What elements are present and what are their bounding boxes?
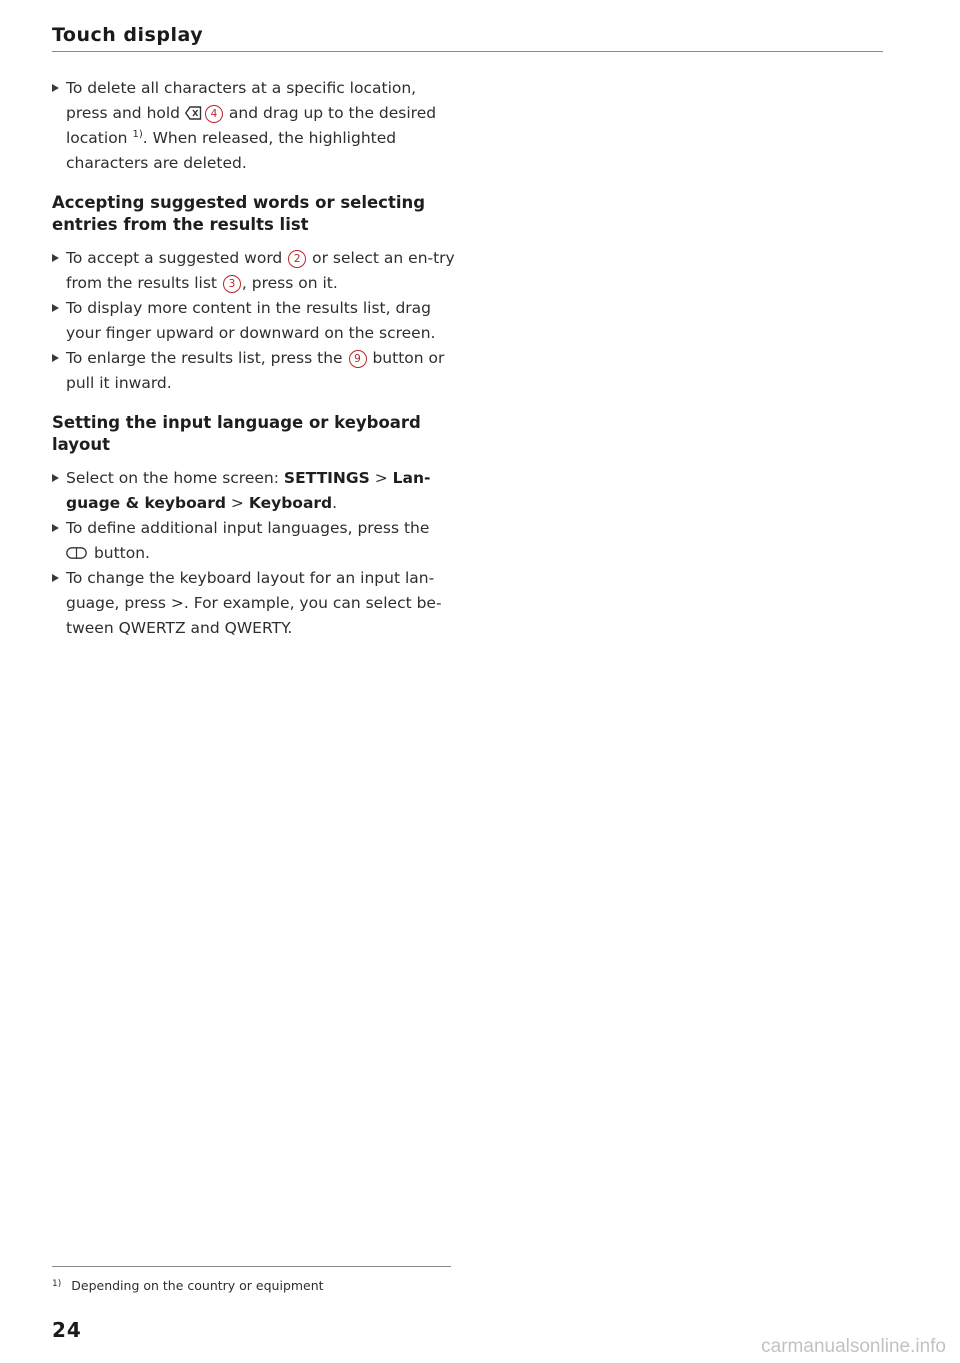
menu-separator: > (374, 469, 388, 487)
bullet-text: button or pull it inward. (66, 349, 445, 392)
list-item (52, 296, 456, 346)
callout-number: 4 (205, 105, 223, 123)
section-heading: Accepting suggested words or selecting entries from the results list (52, 193, 426, 234)
bullet-text: Select on the home screen: (66, 469, 279, 487)
section-heading: Setting the input language or keyboard layout (52, 413, 421, 454)
triangle-bullet-icon (52, 84, 59, 92)
footnote-text: Depending on the country or equipment (71, 1278, 324, 1293)
bullet-text: To accept a suggested word (66, 249, 283, 267)
menu-separator: > (230, 494, 244, 512)
menu-path-language-keyboard: Lan-guage & keyboard (66, 469, 431, 512)
bullet-text: To delete all characters at a specific location, press and hold (66, 79, 417, 122)
bullet-text: and drag up to the desired location (66, 104, 437, 147)
footnote (52, 1278, 324, 1293)
header-rule (52, 51, 883, 52)
triangle-bullet-icon (52, 524, 59, 532)
page-number: 24 (52, 1318, 82, 1342)
list-item (52, 76, 456, 176)
list-item (52, 246, 456, 296)
bullet-text: To enlarge the results list, press the (66, 349, 343, 367)
triangle-bullet-icon (52, 574, 59, 582)
bullet-text: , press on it. (241, 274, 338, 292)
bullet-text: To display more content in the results list, drag your finger upward or downward on the screen. (66, 299, 436, 342)
callout-number: 3 (223, 275, 241, 293)
menu-path-settings: SETTINGS (283, 469, 370, 487)
bullet-text: . (332, 494, 338, 512)
globe-icon (66, 547, 87, 559)
watermark: carmanualsonline.info (761, 1336, 946, 1357)
callout-number: 2 (288, 250, 306, 268)
list-item (52, 346, 456, 396)
triangle-bullet-icon (52, 474, 59, 482)
bullet-text: or select an en-try from the results list (66, 249, 455, 292)
bullet-text: To change the keyboard layout for an input lan-guage, press >. For example, you can select be-tween QWERTZ and QWERTY. (66, 569, 442, 637)
menu-path-keyboard: Keyboard (248, 494, 333, 512)
list-item (52, 516, 456, 566)
list-item (52, 466, 456, 516)
main-column (52, 76, 456, 641)
bullet-text: To define additional input languages, press the (66, 519, 430, 537)
list-item (52, 566, 456, 641)
triangle-bullet-icon (52, 354, 59, 362)
bullet-text: . When released, the highlighted characters are deleted. (66, 129, 397, 172)
page-header-title: Touch display (52, 24, 204, 46)
footnote-ref: 1) (132, 128, 143, 140)
triangle-bullet-icon (52, 304, 59, 312)
callout-number: 9 (349, 350, 367, 368)
footnote-mark: 1) (52, 1279, 62, 1289)
triangle-bullet-icon (52, 254, 59, 262)
bullet-text: button. (93, 544, 150, 562)
footnote-rule (52, 1266, 451, 1267)
backspace-icon (185, 106, 202, 120)
